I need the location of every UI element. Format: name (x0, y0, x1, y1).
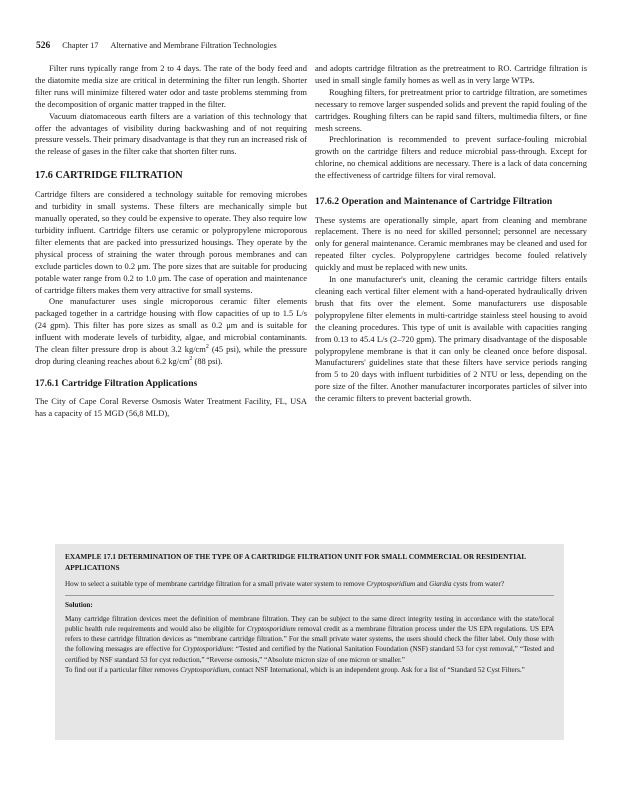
section-heading-17-6: 17.6 CARTRIDGE FILTRATION (35, 170, 183, 182)
divider (65, 595, 554, 596)
example-title: EXAMPLE 17.1 DETERMINATION OF THE TYPE OF A CARTRIDGE FILTRATION UNIT FOR SMALL COMMERCIAL OR RESIDENTIAL APPLICATIONS (65, 552, 526, 572)
subsection-heading-17-6-1: 17.6.1 Cartridge Filtration Applications (35, 377, 198, 389)
running-title: Alternative and Membrane Filtration Technologies (110, 41, 277, 50)
paragraph: One manufacturer uses single microporous ceramic filter elements packaged together in a cartridge housing with flow capacities of up to 1.5 L/s (24 gpm). This filter has pore sizes as small as 0.2 μm and is suitable for influent with moderate levels of turbidity, algae, and microbial contaminants. The clean filter pressure drop is about 3.2 $kg/cm^2$ (45 psi), while the pressure drop during cleaning reaches about 6.2 $kg/cm^2$ (88 psi). (35, 296, 308, 366)
paragraph: These systems are operationally simple, apart from cleaning and membrane replacement. There is no need for skilled personnel; personnel are necessary only for general maintenance. Ceramic membranes may be cleaned and used for repeated filter cycles. Polypropylene cartridges become fouled relatively quickly and must be replaced with new units. (315, 214, 587, 273)
subsection-heading-17-6-2: 17.6.2 Operation and Maintenance of Cartridge Filtration (315, 196, 553, 208)
example-question: How to select a suitable type of membrane cartridge filtration for a small private water system to remove Cryptosporidium and Giardia cysts from water? (65, 580, 504, 588)
example-box (55, 544, 564, 740)
paragraph: Prechlorination is recommended to prevent surface-fouling microbial growth on the cartridge filters and reduce microbial pass-through. Except for chlorine, no chemical additions are necessary. There is a lack of data concerning the effectiveness of cartridge filters for viral removal. (315, 134, 587, 181)
solution-paragraph: Many cartridge filtration devices meet the definition of membrane filtration. They can be subject to the same direct integrity testing in accordance with the state/local public health rule requirements and would also be eligible for Cryptosporidium removal credit as a membrane filtration process under the US EPA regulations. US EPA refers to these cartridge filtration devices as “membrane cartridge filtration.” For the small private water systems, the users should check the filter label. Only those with the following messages are effective for Cryptosporidium: “Tested and certified by the National Sanitation Foundation (NSF) standard 53 for cyst removal,” “Tested and certified by NSF standard 53 for cyst reduction,” “Reverse osmosis,” “Absolute micron size of one micron or smaller.” (65, 615, 554, 664)
solution-paragraph: To find out if a particular filter removes Cryptosporidium, contact NSF International, which is an independent group. Ask for a list of “Standard 52 Cyst Filters.” (65, 665, 525, 674)
paragraph: Cartridge filters are considered a technology suitable for removing microbes and turbidity in small systems. These filters are mechanically simple but manually operated, so they could be expensive to operate. They also require low turbidity influent. Cartridge filters use ceramic or polypropylene microporous filter elements that are packed into pressurized housings. They operate by the physical process of straining the water through porous membranes and can exclude particles down to 0.2 μm. The pore sizes that are suitable for producing potable water range from 0.2 to 1.0 μm. The case of operation and maintenance of cartridge filters makes them very attractive for small systems. (35, 189, 307, 295)
paragraph: Roughing filters, for pretreatment prior to cartridge filtration, are sometimes necessary to remove larger suspended solids and prevent the rapid fouling of the cartridges. Roughing filters can be rapid sand filters, multimedia filters, or fine mesh screens. (315, 86, 587, 133)
solution-label: Solution: (65, 601, 93, 610)
paragraph: and adopts cartridge filtration as the pretreatment to RO. Cartridge filtration is used in small single family homes as well as in very large WTPs. (315, 63, 587, 85)
running-header (36, 41, 596, 55)
left-column (35, 63, 307, 420)
chapter-label: Chapter 17 (62, 41, 99, 50)
paragraph: Filter runs typically range from 2 to 4 days. The rate of the body feed and the diatomite media size are critical in determining the filter run length. Shorter filter runs will minimize filtered water odor and taste problems stemming from the decomposition of organic matter trapped in the filter. (35, 63, 307, 109)
page-number: 526 (36, 41, 51, 51)
paragraph: Vacuum diatomaceous earth filters are a variation of this technology that offer the advantages of visibility during backwashing and of not requiring pressure vessels. Their primary disadvantage is that they run an increased risk of the release of gases in the filter cake that shorten filter runs. (35, 110, 307, 157)
paragraph: The City of Cape Coral Reverse Osmosis Water Treatment Facility, FL, USA has a capacity of 15 MGD (56,8 MLD), (35, 396, 307, 419)
paragraph: In one manufacturer's unit, cleaning the ceramic cartridge filters entails cleaning each vertical filter element with a hand-operated hydraulically driven brush that fits over the element. Some manufacturers use disposable polypropylene filter elements in multi-cartridge stainless steel housing to avoid the cleaning procedures. This type of unit is available with capacities ranging from 0.13 to 45.4 L/s (2–720 gpm). The primary disadvantage of the disposable polypropylene membrane is that it can only be cleaned once before disposal. Manufacturers' guidelines state that these filters have service periods ranging from 5 to 20 days with influent turbidities of 2 NTU or less, depending on the pore size of the filter. Another manufacturer incorporates particles of silver into the ceramic filters to prevent bacterial growth. (315, 274, 587, 404)
right-column (315, 63, 587, 405)
